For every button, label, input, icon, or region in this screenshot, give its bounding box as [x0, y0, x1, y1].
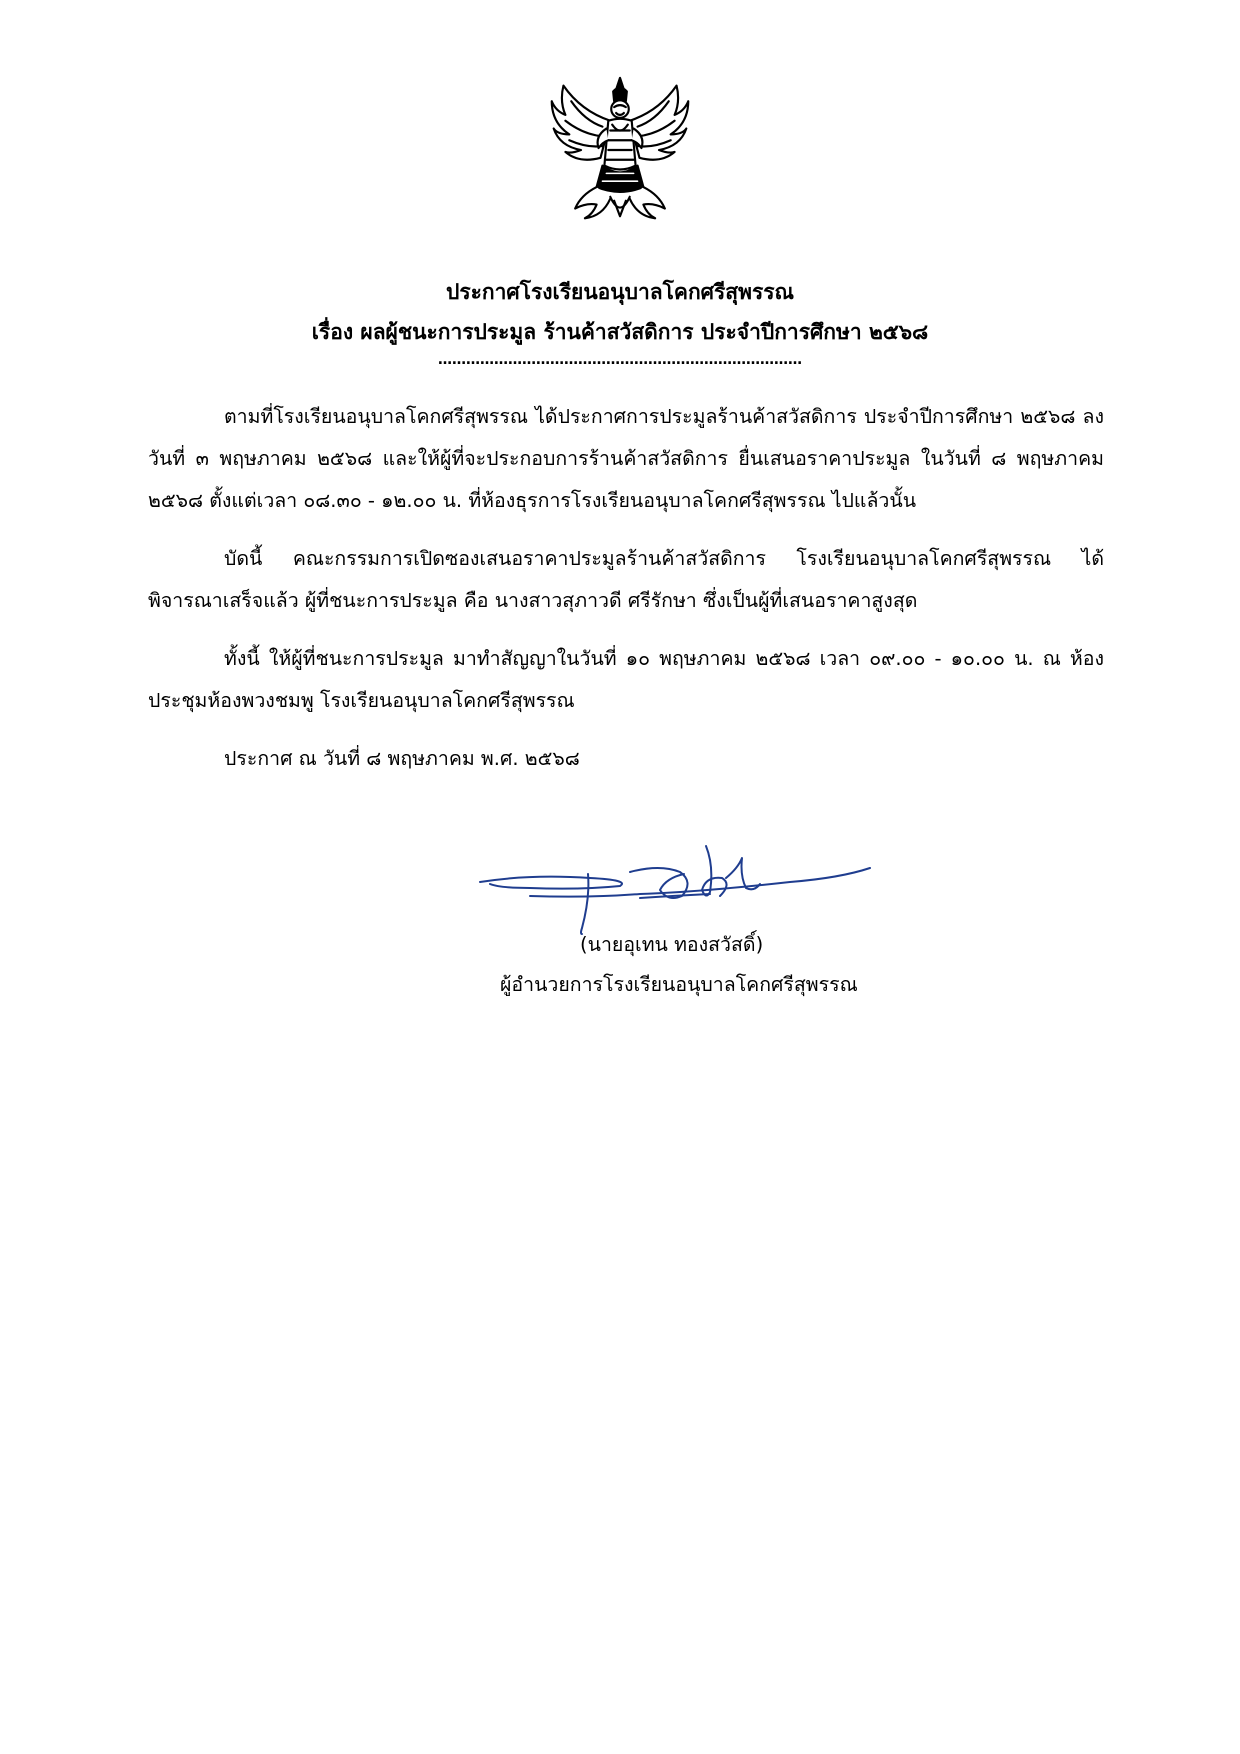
announcement-subject: เรื่อง ผลผู้ชนะการประมูล ร้านค้าสวัสดิการ ประจำปีการศึกษา ๒๕๖๘ [311, 320, 929, 344]
announcement-title: ประกาศโรงเรียนอนุบาลโคกศรีสุพรรณ [446, 280, 794, 304]
paragraph-winner: บัดนี้ คณะกรรมการเปิดซองเสนอราคาประมูลร้านค้าสวัสดิการ โรงเรียนอนุบาลโคกศรีสุพรรณ ได้พิจารณาเสร็จแล้ว ผู้ที่ชนะการประมูล คือ นางสาวสุภาวดี ศรีรักษา ซึ่งเป็นผู้ที่เสนอราคาสูงสุด [148, 547, 1104, 612]
announcement-body [148, 396, 1104, 780]
title-divider: …………………………………………………………………… [438, 352, 802, 368]
signer-name: (นายอุเทน ทองสวัสดิ์) [580, 933, 764, 956]
announcement-header [120, 272, 1120, 352]
garuda-emblem-icon [542, 72, 698, 228]
announce-date: ประกาศ ณ วันที่ ๘ พฤษภาคม พ.ศ. ๒๕๖๘ [224, 747, 580, 770]
signer-position: ผู้อำนวยการโรงเรียนอนุบาลโคกศรีสุพรรณ [500, 973, 858, 996]
paragraph-contract: ทั้งนี้ ให้ผู้ที่ชนะการประมูล มาทำสัญญาในวันที่ ๑๐ พฤษภาคม ๒๕๖๘ เวลา ๐๙.๐๐ - ๑๐.๐๐ น. ณ ห้องประชุมห้องพวงชมพู โรงเรียนอนุบาลโคกศรีสุพรรณ [148, 647, 1104, 712]
paragraph-background: ตามที่โรงเรียนอนุบาลโคกศรีสุพรรณ ได้ประกาศการประมูลร้านค้าสวัสดิการ ประจำปีการศึกษา ๒๕๖๘ ลงวันที่ ๓ พฤษภาคม ๒๕๖๘ และให้ผู้ที่จะประกอบการร้านค้าสวัสดิการ ยื่นเสนอราคาประมูล ในวันที่ ๘ พฤษภาคม ๒๕๖๘ ตั้งแต่เวลา ๐๘.๓๐ - ๑๒.๐๐ น. ที่ห้องธุรการโรงเรียนอนุบาลโคกศรีสุพรรณ ไปแล้วนั้น [148, 405, 1104, 512]
signature [470, 838, 890, 938]
